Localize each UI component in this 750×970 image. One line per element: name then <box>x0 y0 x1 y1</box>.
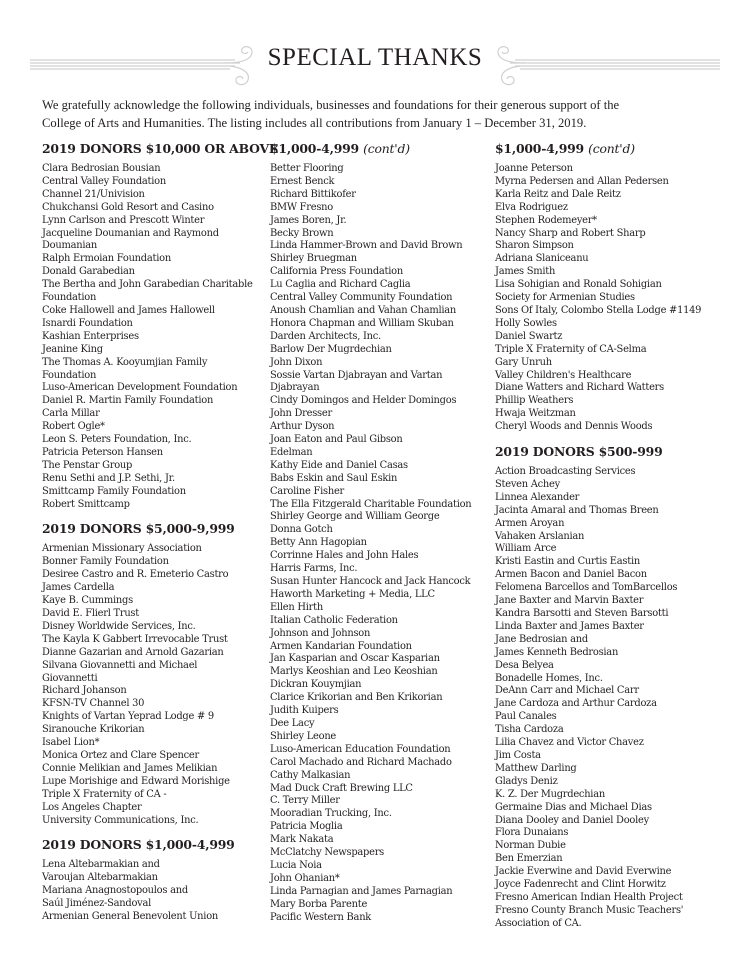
donor-list-item: Patricia Peterson Hansen <box>42 446 163 458</box>
column-3 <box>495 140 730 931</box>
donor-list-item: Leon S. Peters Foundation, Inc. <box>42 434 192 446</box>
donor-list-item: Gary Unruh <box>495 356 552 368</box>
donor-list-item: Paul Canales <box>495 711 557 723</box>
donor-list-item: William Arce <box>495 543 557 555</box>
donor-list-item: Judith Kuipers <box>270 705 339 717</box>
donor-list-item: Anoush Chamlian and Vahan Chamlian <box>270 304 457 316</box>
donor-list-item: Disney Worldwide Services, Inc. <box>42 620 196 632</box>
donor-list-item: Carla Millar <box>42 408 100 420</box>
section-heading-text: $1,000-4,999 <box>270 141 359 156</box>
donor-list-item: Richard Johanson <box>42 685 127 697</box>
donor-list-item: The Kayla K Gabbert Irrevocable Trust <box>42 633 228 645</box>
donor-list-item: C. Terry Miller <box>270 795 340 807</box>
donor-list-item: Desa Belyea <box>495 659 554 671</box>
donor-list-item: The Ella Fitzgerald Charitable Foundation <box>270 498 472 510</box>
column-2 <box>270 140 495 924</box>
donor-list-item: Doumanian <box>42 240 97 252</box>
section-heading <box>42 140 279 158</box>
donor-list-item: Linda Parnagian and James Parnagian <box>270 885 453 897</box>
donor-list-item: Action Broadcasting Services <box>495 466 636 478</box>
donor-list-item: Richard Bittikofer <box>270 188 356 200</box>
donor-list-item: Association of CA. <box>495 917 582 929</box>
donor-list-item: Arthur Dyson <box>270 421 335 433</box>
donor-list <box>270 163 495 924</box>
section-heading-continued: (cont'd) <box>588 141 635 156</box>
donor-list-item: Edelman <box>270 446 313 458</box>
donor-list-item: Foundation <box>42 292 97 304</box>
donor-list-item: Joan Eaton and Paul Gibson <box>270 434 403 446</box>
donor-list-item: Armen Kandarian Foundation <box>270 640 412 652</box>
donor-list-item: Clarice Krikorian and Ben Krikorian <box>270 692 443 704</box>
donor-list-item: Jacqueline Doumanian and Raymond <box>42 227 219 239</box>
donor-list-item: Silvana Giovannetti and Michael <box>42 659 198 671</box>
donor-list-item: Karla Reitz and Dale Reitz <box>495 188 621 200</box>
donor-list-item: Myrna Pedersen and Allan Pedersen <box>495 175 669 187</box>
donor-list-item: Daniel Swartz <box>495 330 563 342</box>
donor-list-item: Holly Sowles <box>495 317 557 329</box>
donor-list-item: Bonadelle Homes, Inc. <box>495 672 603 684</box>
donor-list-item: Diane Watters and Richard Watters <box>495 382 664 394</box>
donor-list-item: Susan Hunter Hancock and Jack Hancock <box>270 576 471 587</box>
donor-list-item: Triple X Fraternity of CA-Selma <box>495 343 647 355</box>
donor-list-item: Saúl Jiménez-Sandoval <box>42 898 152 910</box>
donor-list-item: Pacific Western Bank <box>270 911 372 923</box>
section-heading-text: 2019 DONORS $10,000 OR ABOVE <box>42 141 279 156</box>
donor-list-item: Kathy Eide and Daniel Casas <box>270 459 408 471</box>
donor-list-item: Patricia Moglia <box>270 821 343 833</box>
donor-list-item: Cheryl Woods and Dennis Woods <box>495 421 653 433</box>
donor-list <box>495 163 730 434</box>
donor-list-item: Elva Rodriguez <box>495 201 568 213</box>
donor-list-item: Ben Emerzian <box>495 853 563 865</box>
donor-list-item: Renu Sethi and J.P. Sethi, Jr. <box>42 472 175 484</box>
donor-list-item: Stephen Rodemeyer* <box>495 214 597 226</box>
donor-list-item: Babs Eskin and Saul Eskin <box>270 472 398 484</box>
donor-list-item: Shirley Bruegman <box>270 253 357 265</box>
donor-list-item: Gladys Deniz <box>495 775 558 787</box>
donor-list-item: Ellen Hirth <box>270 601 323 613</box>
donor-list-item: Sharon Simpson <box>495 240 574 252</box>
intro-paragraph <box>42 96 722 132</box>
section-heading <box>42 836 267 854</box>
donor-list-item: Isabel Lion* <box>42 737 100 749</box>
donor-list-item: Joyce Fadenrecht and Clint Horwitz <box>495 879 666 891</box>
donor-list-item: Robert Ogle* <box>42 421 105 433</box>
donor-list-item: Tisha Cardoza <box>495 724 564 736</box>
donor-list-item: Ernest Benck <box>270 175 335 187</box>
donor-list-item: Jane Bedrosian and <box>495 633 588 645</box>
donor-list-item: K. Z. Der Mugrdechian <box>495 788 605 800</box>
donor-list-item: Lisa Sohigian and Ronald Sohigian <box>495 279 662 291</box>
donor-list-item: Robert Smittcamp <box>42 498 130 510</box>
donor-list-item: Barlow Der Mugrdechian <box>270 343 392 355</box>
donor-list-item: University Communications, Inc. <box>42 814 199 826</box>
donor-list-item: Lu Caglia and Richard Caglia <box>270 279 411 291</box>
donor-list-item: Mad Duck Craft Brewing LLC <box>270 782 413 794</box>
section-heading-text: 2019 DONORS $1,000-4,999 <box>42 837 235 853</box>
donor-list-item: Honora Chapman and William Skuban <box>270 317 454 329</box>
donor-list-item: Desiree Castro and R. Emeterio Castro <box>42 569 229 581</box>
donor-list-item: Haworth Marketing + Media, LLC <box>270 588 435 600</box>
donor-list-item: Darden Architects, Inc. <box>270 330 381 342</box>
intro-line: We gratefully acknowledge the following individuals, businesses and foundations for their generous support of the <box>42 98 620 112</box>
section-heading-text: $1,000-4,999 <box>495 141 584 156</box>
donor-list-item: DeAnn Carr and Michael Carr <box>495 685 639 697</box>
donor-list-item: Johnson and Johnson <box>270 627 371 639</box>
donor-list-item: Adriana Slaniceanu <box>495 253 589 265</box>
donor-list-item: Germaine Dias and Michael Dias <box>495 801 652 813</box>
donor-list-item: Joanne Peterson <box>495 163 573 174</box>
donor-list-item: Betty Ann Hagopian <box>270 537 367 549</box>
donor-list-item: Marlys Keoshian and Leo Keoshian <box>270 666 438 678</box>
donor-list-item: Jane Baxter and Marvin Baxter <box>495 595 644 607</box>
column-1 <box>42 140 279 924</box>
donor-list-item: John Ohanian* <box>270 872 340 884</box>
donor-list-item: James Boren, Jr. <box>270 214 347 226</box>
donor-list-item: McClatchy Newspapers <box>270 847 384 859</box>
donor-list-item: Lucia Noia <box>270 859 322 871</box>
donor-list-item: Knights of Vartan Yeprad Lodge # 9 <box>42 711 214 723</box>
donor-list-item: Carol Machado and Richard Machado <box>270 756 452 768</box>
donor-list-item: Kandra Barsotti and Steven Barsotti <box>495 608 669 619</box>
donor-list-item: Sossie Vartan Djabrayan and Vartan <box>270 369 443 381</box>
donor-list-item: Varoujan Altebarmakian <box>42 872 158 884</box>
donor-list-item: Daniel R. Martin Family Foundation <box>42 395 214 407</box>
donor-list-item: Corrinne Hales and John Hales <box>270 550 419 562</box>
donor-list-item: Lupe Morishige and Edward Morishige <box>42 775 230 787</box>
donor-list-item: Matthew Darling <box>495 762 577 774</box>
section-heading <box>42 520 267 538</box>
donor-list-item: Bonner Family Foundation <box>42 556 169 568</box>
donor-list-item: Becky Brown <box>270 227 334 239</box>
donor-list-item: Clara Bedrosian Bousian <box>42 163 161 174</box>
donor-list-item: Armen Bacon and Daniel Bacon <box>495 569 647 581</box>
intro-line: College of Arts and Humanities. The listing includes all contributions from January 1 – December 31, 2019. <box>42 116 587 130</box>
donor-list-item: Kristi Eastin and Curtis Eastin <box>495 556 640 568</box>
donor-list-item: Jan Kasparian and Oscar Kasparian <box>270 653 440 665</box>
donor-list-item: The Penstar Group <box>42 459 133 471</box>
donor-list-item: Phillip Weathers <box>495 395 574 407</box>
donor-list-item: Nancy Sharp and Robert Sharp <box>495 227 646 239</box>
donor-list-item: Connie Melikian and James Melikian <box>42 762 218 774</box>
donor-list-item: Lilia Chavez and Victor Chavez <box>495 737 644 749</box>
donor-list-item: Ralph Ermoian Foundation <box>42 253 171 265</box>
donor-list-item: Italian Catholic Federation <box>270 614 398 626</box>
section-heading <box>270 140 495 158</box>
donor-list-item: Fresno American Indian Health Project <box>495 891 683 903</box>
donor-list-item: Chukchansi Gold Resort and Casino <box>42 201 214 213</box>
section-heading-text: 2019 DONORS $500-999 <box>495 444 663 460</box>
donor-list-item: David E. Flierl Trust <box>42 608 139 619</box>
donor-list-item: Coke Hallowell and James Hallowell <box>42 304 215 316</box>
donor-list-item: James Smith <box>495 266 556 278</box>
donor-list-item: Linda Hammer-Brown and David Brown <box>270 240 463 252</box>
donor-list-item: Steven Achey <box>495 478 560 490</box>
donor-list-item: Harris Farms, Inc. <box>270 563 358 575</box>
donor-list-item: Dee Lacy <box>270 717 315 729</box>
section-heading-continued: (cont'd) <box>363 141 410 156</box>
donor-list-item: Dickran Kouymjian <box>270 679 362 691</box>
donor-list-item: Norman Dubie <box>495 840 566 852</box>
donor-list-item: Society for Armenian Studies <box>495 292 635 304</box>
donor-list-item: The Bertha and John Garabedian Charitable <box>42 279 253 291</box>
donor-list-item: Siranouche Krikorian <box>42 724 145 736</box>
donor-list-item: Mariana Anagnostopoulos and <box>42 885 188 897</box>
donor-list-item: Luso-American Development Foundation <box>42 382 238 394</box>
donor-list-item: Armenian Missionary Association <box>42 543 202 555</box>
donor-list-item: Fresno County Branch Music Teachers' <box>495 904 684 916</box>
donor-list-item: Jackie Everwine and David Everwine <box>495 866 672 878</box>
donor-list-item: Caroline Fisher <box>270 485 345 497</box>
donor-list-item: James Cardella <box>42 582 115 594</box>
donor-list-item: Mary Borba Parente <box>270 898 368 910</box>
donor-list-item: Linnea Alexander <box>495 491 580 503</box>
donor-list-item: Isnardi Foundation <box>42 317 133 329</box>
donor-list-item: Lena Altebarmakian and <box>42 859 160 871</box>
donor-list-item: Shirley George and William George <box>270 511 440 523</box>
section-heading <box>495 140 730 158</box>
donor-list-item: Monica Ortez and Clare Spencer <box>42 749 199 761</box>
donor-list-item: Smittcamp Family Foundation <box>42 485 186 497</box>
donor-list-item: Armenian General Benevolent Union <box>42 911 218 923</box>
donor-list-item: Diana Dooley and Daniel Dooley <box>495 814 649 826</box>
page-title: SPECIAL THANKS <box>267 44 483 71</box>
donor-list-item: Foundation <box>42 369 97 381</box>
donor-list-item: Jeanine King <box>42 343 103 355</box>
donor-list-item: Flora Dunaians <box>495 827 569 839</box>
donor-list-item: Felomena Barcellos and TomBarcellos <box>495 582 678 594</box>
donor-list-item: Central Valley Community Foundation <box>270 292 453 304</box>
donor-list-item: Hwaja Weitzman <box>495 408 576 420</box>
donor-list-item: Kaye B. Cummings <box>42 595 133 607</box>
donor-list-item: Central Valley Foundation <box>42 175 166 187</box>
donor-list-item: Mooradian Trucking, Inc. <box>270 808 392 820</box>
donor-list <box>42 163 267 511</box>
section-heading-text: 2019 DONORS $5,000-9,999 <box>42 521 235 537</box>
donor-list-item: John Dresser <box>270 408 332 420</box>
donor-list-item: James Kenneth Bedrosian <box>495 646 619 658</box>
donor-list-item: The Thomas A. Kooyumjian Family <box>42 356 208 368</box>
donor-list-item: Cathy Malkasian <box>270 769 351 781</box>
donor-list-item: BMW Fresno <box>270 201 333 213</box>
donor-list-item: Triple X Fraternity of CA - <box>42 788 167 800</box>
donor-list <box>42 543 267 827</box>
donor-list-item: Luso-American Education Foundation <box>270 743 451 755</box>
donor-list-item: Cindy Domingos and Helder Domingos <box>270 395 457 407</box>
donor-list-item: Jacinta Amaral and Thomas Breen <box>495 504 659 516</box>
donor-list-item: Channel 21/Univision <box>42 188 145 200</box>
donor-list-item: Mark Nakata <box>270 834 334 846</box>
section-heading <box>495 443 730 461</box>
donor-list-item: Jim Costa <box>495 749 541 761</box>
donor-list-item: Vahaken Arslanian <box>495 530 585 542</box>
donor-list-item: Dianne Gazarian and Arnold Gazarian <box>42 646 224 658</box>
donor-list-item: Valley Children's Healthcare <box>495 369 632 381</box>
donor-list-item: KFSN-TV Channel 30 <box>42 698 145 710</box>
donor-list-item: Giovannetti <box>42 672 98 684</box>
donor-list-item: Sons Of Italy, Colombo Stella Lodge #1149 <box>495 304 702 316</box>
donor-list-item: Kashian Enterprises <box>42 330 139 342</box>
donor-list-item: Shirley Leone <box>270 730 337 742</box>
donor-list <box>42 859 267 924</box>
donor-list-item: Donna Gotch <box>270 524 333 536</box>
donor-list-item: Los Angeles Chapter <box>42 801 142 813</box>
donor-list-item: Donald Garabedian <box>42 266 135 278</box>
donor-list-item: Lynn Carlson and Prescott Winter <box>42 214 205 226</box>
donor-list-item: John Dixon <box>270 356 323 368</box>
donor-list-item: Jane Cardoza and Arthur Cardoza <box>495 698 657 710</box>
donor-list-item: California Press Foundation <box>270 266 403 278</box>
donor-list <box>495 466 730 931</box>
donor-list-item: Djabrayan <box>270 382 320 394</box>
donor-list-item: Linda Baxter and James Baxter <box>495 620 644 632</box>
donor-list-item: Better Flooring <box>270 163 344 174</box>
donor-list-item: Armen Aroyan <box>495 517 565 529</box>
